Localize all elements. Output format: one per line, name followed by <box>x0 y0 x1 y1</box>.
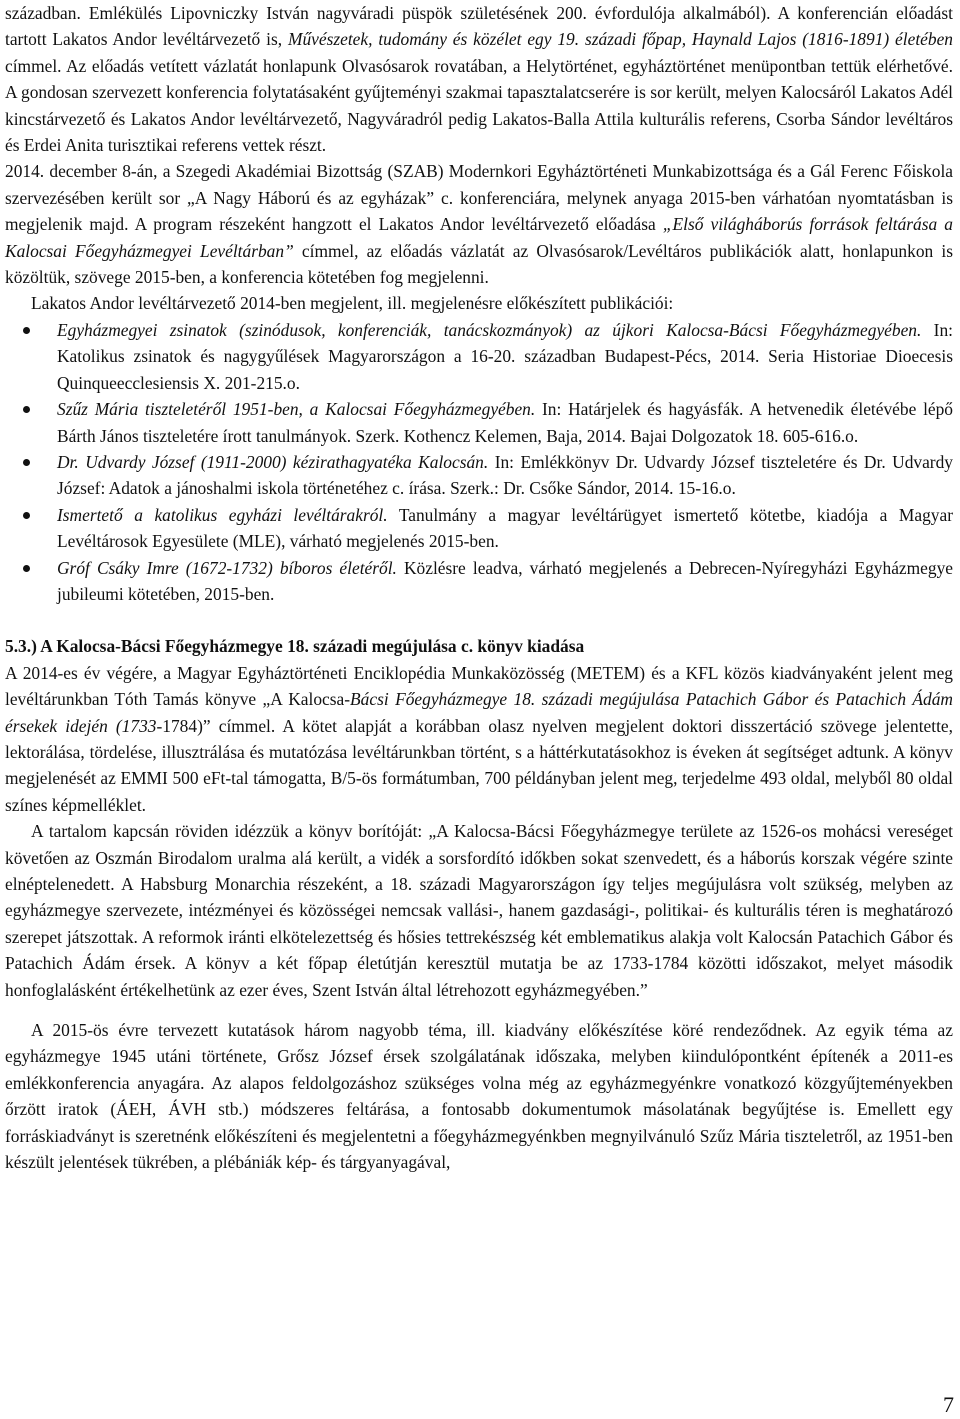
lecture-title-first-world-war: „Első világháborús források feltárása a Kalocsai Főegyházmegyei Levéltárban” <box>5 214 953 261</box>
section-heading: 5.3.) A Kalocsa-Bácsi Főegyházmegye 18. századi megújulása c. könyv kiadása <box>5 636 585 657</box>
paragraph-szegedi-conference: 2014. december 8-án, a Szegedi Akadémiai Bizottság (SZAB) Modernkori Egyháztörténeti Munkabizottsága és a Gál Ferenc Főiskola szervezésében került sor „A Nagy Háború és az egyházak” c. konferenciára, melynek anyaga 2015-ben várhatóan nyomtatásban is megjelenik majd. A program részeként hangzott el Lakatos Andor levéltárvezető előadása „Első világháborús források feltárása a Kalocsai Főegyházmegyei Levéltárban” címmel, az előadás vázlatát az Olvasósarok/Levéltáros publikációk alatt, honlapunkon is közöltük, szövege 2015-ben, a konferencia kötetében fog megjelenni. <box>5 161 953 288</box>
lecture-title-haynald: Művészetek, tudomány és közélet egy 19. századi főpap, Haynald Lajos (1816-1891) életében <box>287 29 953 50</box>
publication-item: Gróf Csáky Imre (1672-1732) bíboros életéről. Közlésre leadva, várható megjelenés a Debrecen-Nyíregyházi Egyházmegye jubileumi kötetében, 2015-ben. <box>5 555 953 608</box>
paragraph-publications-intro: Lakatos Andor levéltárvezető 2014-ben megjelent, ill. megjelenésre előkészített publikációi: <box>31 293 674 314</box>
page-number: 7 <box>943 1392 954 1417</box>
publication-list <box>5 317 953 607</box>
paragraph-book-publication: A 2014-es év végére, a Magyar Egyháztörténeti Enciklopédia Munkaközösség (METEM) és a KFL közös kiadványaként jelent meg levéltárunkban Tóth Tamás könyve „A Kalocsa-Bácsi Főegyházmegye 18. századi megújulása Patachich Gábor és Patachich Ádám érsekek idején (1733-1784)” címmel. A kötet alapját a korábban olasz nyelven megjelent doktori disszertáció szövege jelentette, lektorálása, tördelése, illusztrálása és mutatózása levéltárunkban történt, s a háttérkutatásokhoz is éveken át segítséget adtunk. A könyv megjelenését az EMMI 500 eFt-tal támogatta, B/5-ös formátumban, 700 példányban jelent meg, terjedelme 493 oldal, melyből 80 oldal színes képmelléklet. <box>5 662 953 815</box>
document-page <box>5 0 953 1175</box>
paragraph-book-cover-quote: A tartalom kapcsán röviden idézzük a könyv borítóját: „A Kalocsa-Bácsi Főegyházmegye területe az 1526-os mohácsi vereséget követően az Oszmán Birodalom uralma alá került, a vidék a sorsfordító időkben sokat szenvedett, és a háborús korszak végére szinte elnéptelenedett. A Habsburg Monarchia részeként, a 18. századi Magyarországon így teljes megújulásra volt szükség, melyben az egyházmegye szervezete, intézményei és közösségei nemcsak vallási-, hanem gazdasági-, politikai- és kulturális téren is meghatározó szerepet játszottak. A reformok iránti elkötelezettség és hősies tettrekészség két emblematikus alakja volt Kalocsán Patachich Gábor és Patachich Ádám érsek. A könyv a két főpap életútján keresztül mutatja be az 1733-1784 közötti időszakot, melyet második honfoglalásként értékelhetünk az ezer éves, Szent István által létrehozott egyházmegyében.” <box>5 821 953 1000</box>
publication-item: Egyházmegyei zsinatok (szinódusok, konferenciák, tanácskozmányok) az újkori Kalocsa-Bácsi Főegyházmegyében. In: Katolikus zsinatok és nagygyűlések Magyarországon a 16-20. században Budapest-Pécs, 2014. Seria Historiae Dioecesis Quinqueecclesiensis X. 201-215.o. <box>5 317 953 396</box>
publication-item: Dr. Udvardy József (1911-2000) kézirathagyatéka Kalocsán. In: Emlékkönyv Dr. Udvardy József tiszteletére és Dr. Udvardy József: Adatok a jánoshalmi iskola történetéhez c. írása. Szerk.: Dr. Csőke Sándor, 2014. 15-16.o. <box>5 449 953 502</box>
book-title: Bácsi Főegyházmegye 18. századi megújulása Patachich Gábor és Patachich Ádám érsekek idején (1733 <box>5 689 953 736</box>
paragraph-lipovniczky: században. Emlékülés Lipovniczky István nagyváradi püspök születésének 200. évfordulója alkalmából). A konferencián előadást tartott Lakatos Andor levéltárvezető is, Művészetek, tudomány és közélet egy 19. századi főpap, Haynald Lajos (1816-1891) életében címmel. Az előadás vetített vázlatát honlapunk Olvasósarok rovatában, a Helytörténet, egyháztörténet menüpontban tettük elérhetővé. A gondosan szervezett konferencia folytatásaként gyűjteményi szakmai tapasztalatcserére is sor került, melyen Kalocsáról Lakatos Adél kincstárvezető és Lakatos Andor levéltárvezető, Nagyváradról pedig Lakatos-Balla Attila kulturális referens, Csorba Sándor levéltáros és Erdei Anita turisztikai referens vettek részt. <box>5 3 953 156</box>
paragraph-2015-plans: A 2015-ös évre tervezett kutatások három nagyobb téma, ill. kiadvány előkészítése köré rendeződnek. Az egyik téma az egyházmegye 1945 utáni története, Grősz József érsek szolgálatának időszaka, melyben kiindulópontként építenék a 2011-es emlékkonferencia anyagára. Az alapos feldolgozáshoz szükséges volna még az egyházmegyénkre vonatkozó közgyűjteményekben őrzött iratok (ÁEH, ÁVH stb.) módszeres feltárása, a fontosabb dokumentumok másolatának begyűjtése is. Emellett egy forráskiadványt is szeretnénk előkészíteni és megjelentetni a főegyházmegyénkben megnyilvánuló Szűz Mária tiszteletről, az 1951-ben készült jelentések tükrében, a plébániák kép- és tárgyanyagával, <box>5 1020 953 1173</box>
publication-item: Szűz Mária tiszteletéről 1951-ben, a Kalocsai Főegyházmegyében. In: Határjelek és hagyásfák. A hetvenedik életévébe lépő Bárth János tiszteletére írott tanulmányok. Szerk. Kothencz Kelemen, Baja, 2014. Bajai Dolgozatok 18. 605-616.o. <box>5 396 953 449</box>
publication-item: Ismertető a katolikus egyházi levéltárakról. Tanulmány a magyar levéltárügyet ismertető kötetbe, kiadója a Magyar Levéltárosok Egyesülete (MLE), várható megjelenés 2015-ben. <box>5 502 953 555</box>
